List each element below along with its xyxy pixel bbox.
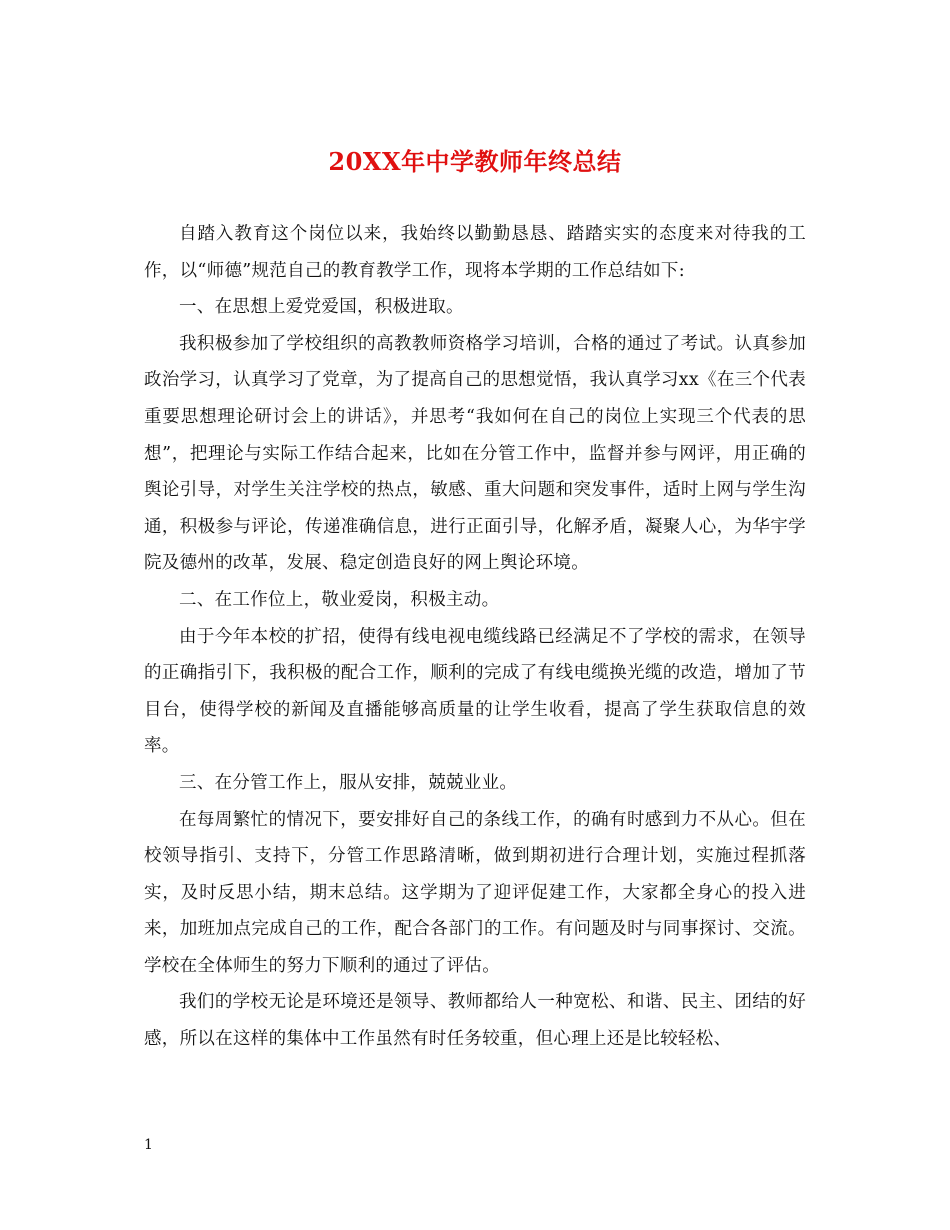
paragraph: 由于今年本校的扩招，使得有线电视电缆线路已经满足不了学校的需求，在领导的正确指引下，我积极的配合工作，顺利的完成了有线电缆换光缆的改造，增加了节目台，使得学校的新闻及直播能够高质量的让学生收看，提高了学生获取信息的效率。	[144, 626, 806, 757]
paragraph: 在每周繁忙的情况下，要安排好自己的条线工作，的确有时感到力不从心。但在校领导指引、支持下，分管工作思路清晰，做到期初进行合理计划，实施过程抓落实，及时反思小结，期末总结。这学期为了迎评促建工作，大家都全身心的投入进来，加班加点完成自己的工作，配合各部门的工作。有问题及时与同事探讨、交流。学校在全体师生的努力下顺利的通过了评估。	[144, 809, 806, 976]
section-heading: 三、在分管工作上，服从安排，兢兢业业。	[179, 772, 518, 793]
section-heading: 一、在思想上爱党爱国，积极进取。	[179, 297, 464, 318]
document-title: 20XX年中学教师年终总结	[328, 147, 622, 176]
paragraph: 我积极参加了学校组织的高教教师资格学习培训，合格的通过了考试。认真参加政治学习，认真学习了党章，为了提高自己的思想觉悟，我认真学习xx《在三个代表重要思想理论研讨会上的讲话》，并思考“我如何在自己的岗位上实现三个代表的思想”，把理论与实际工作结合起来，比如在分管工作中，监督并参与网评，用正确的舆论引导，对学生关注学校的热点，敏感、重大问题和突发事件，适时上网与学生沟通，积极参与评论，传递准确信息，进行正面引导，化解矛盾，凝聚人心，为华宇学院及德州的改革，发展、稳定创造良好的网上舆论环境。	[144, 333, 806, 574]
section-heading: 二、在工作位上，敬业爱岗，积极主动。	[179, 589, 500, 610]
document-body	[144, 216, 806, 1058]
page-number: 1	[144, 1137, 153, 1153]
paragraph: 自踏入教育这个岗位以来，我始终以勤勤恳恳、踏踏实实的态度来对待我的工作，以“师德”规范自己的教育教学工作，现将本学期的工作总结如下:	[144, 224, 806, 281]
paragraph: 我们的学校无论是环境还是领导、教师都给人一种宽松、和谐、民主、团结的好感，所以在这样的集体中工作虽然有时任务较重，但心理上还是比较轻松、	[144, 992, 806, 1050]
